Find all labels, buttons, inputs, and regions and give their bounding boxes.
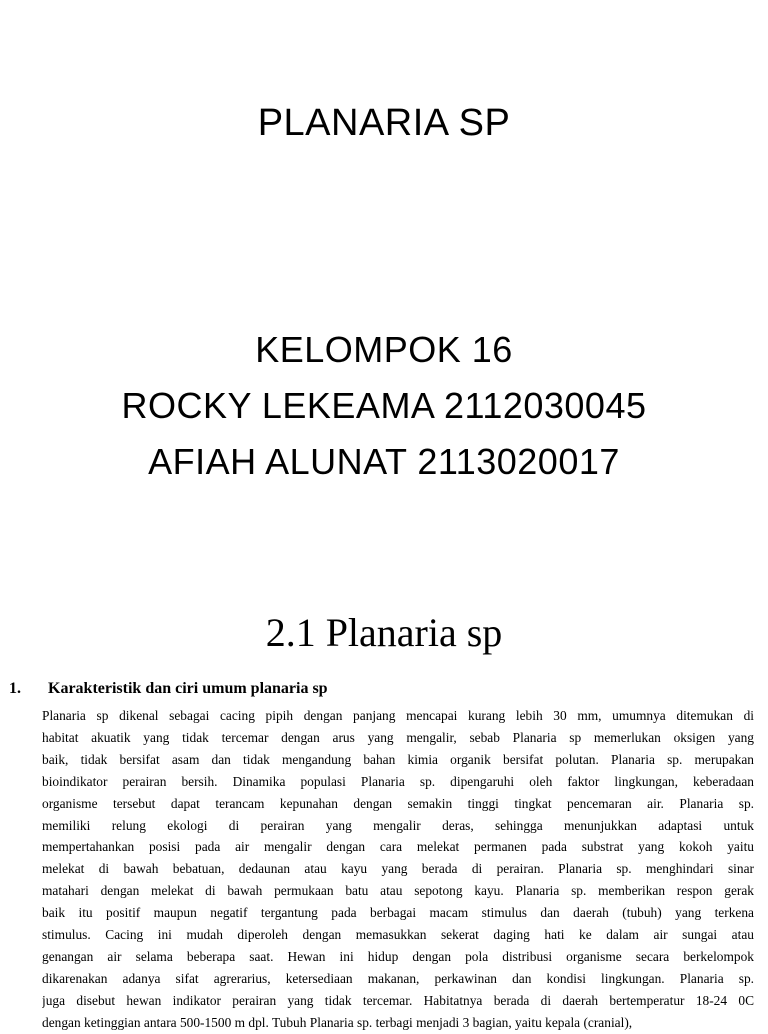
body-line: organisme tersebut dapat terancam kepunahan dengan semakin tinggi tingkat pencemaran air. Planaria sp. [42,795,754,811]
heading-text: Karakteristik dan ciri umum planaria sp [48,680,328,697]
slide-title: PLANARIA SP [257,102,511,144]
body-line: Planaria sp dikenal sebagai cacing pipih dengan panjang mencapai kurang lebih 30 mm, umumnya ditemukan di [42,708,754,723]
body-line: juga disebut hewan indikator perairan yang tidak tercemar. Habitatnya berada di daerah bertemperatur 18-24 0C [42,992,754,1008]
body-line: bioindikator perairan bersih. Dinamika populasi Planaria sp. dipengaruhi oleh faktor lingkungan, keberadaan [42,773,754,789]
group-name: KELOMPOK 16 [255,329,513,370]
body-line: memiliki relung ekologi di perairan yang mengalir deras, sehingga menunjukkan adaptasi untuk [42,817,754,833]
body-line: dikarenakan adanya sifat agrerarius, ketersediaan makanan, perkawinan dan kondisi lingkungan. Planaria sp. [42,970,754,986]
member-1: ROCKY LEKEAMA 2112030045 [121,385,647,426]
body-paragraph [42,705,754,1034]
body-line: matahari dengan melekat di bawah permukaan batu atau sepotong kayu. Planaria sp. memberikan respon gerak [42,883,754,899]
body-line: habitat akuatik yang tidak tercemar dengan arus yang mengalir, sebab Planaria sp memerlukan oksigen yang [42,729,754,745]
member-2: AFIAH ALUNAT 2113020017 [148,441,620,482]
body-line: dengan ketinggian antara 500-1500 m dpl. Tubuh Planaria sp. terbagi menjadi 3 bagian, yaitu kepala (cranial), [42,1014,633,1030]
body-line: mempertahankan posisi pada air mengalir dengan cara melekat permanen pada substrat yang kokoh yaitu [42,839,754,855]
body-line: baik, tidak bersifat asam dan tidak mengandung bahan kimia organik bersifat polutan. Planaria sp. merupakan [42,751,754,767]
body-line: baik itu positif maupun negatif tergantung pada berbagai macam stimulus dan daerah (tubuh) yang terkena [42,905,754,921]
body-line: melekat di bawah bebatuan, dedaunan atau kayu yang berada di perairan. Planaria sp. menghindari sinar [42,861,754,877]
heading-number: 1. [9,680,21,697]
body-line: genangan air selama beberapa saat. Hewan ini hidup dengan pola distribusi organisme secara berkelompok [42,948,754,964]
section-title: 2.1 Planaria sp [265,610,503,655]
slide-group-info [0,322,768,490]
body-line: stimulus. Cacing ini mudah diperoleh dengan memasukkan sekerat daging hati ke dalam air sungai atau [42,927,754,943]
